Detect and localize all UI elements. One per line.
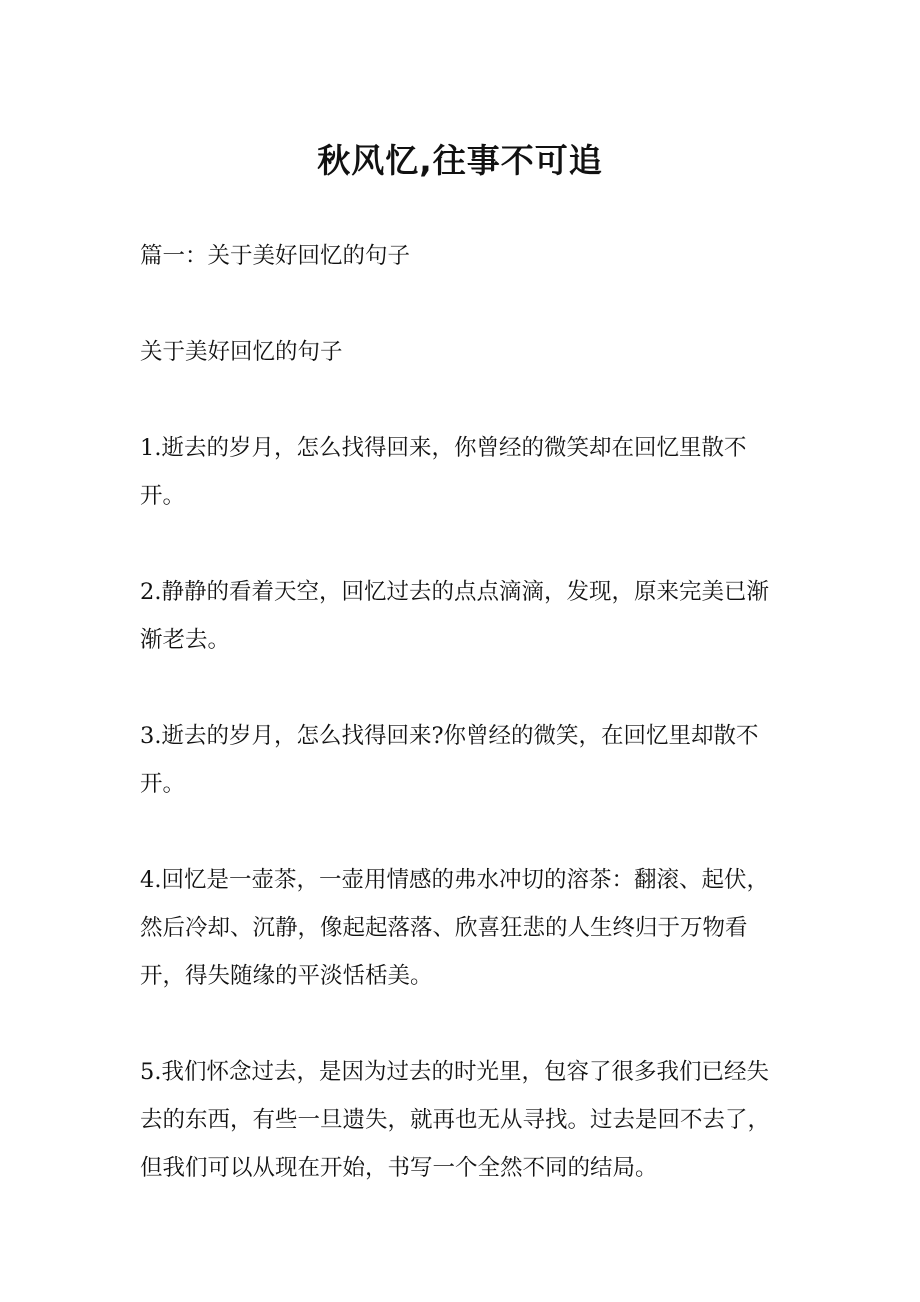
- document-body: [140, 232, 785, 1240]
- paragraph: 5.我们怀念过去，是因为过去的时光里，包容了很多我们已经失去的东西，有些一旦遗失，就再也无从寻找。过去是回不去了，但我们可以从现在开始，书写一个全然不同的结局。: [140, 1059, 771, 1181]
- paragraph: 2.静静的看着天空，回忆过去的点点滴滴，发现，原来完美已渐渐老去。: [140, 579, 769, 653]
- subheading: 关于美好回忆的句子: [140, 339, 343, 365]
- paragraph: 3.逝去的岁月，怎么找得回来?你曾经的微笑，在回忆里却散不开。: [140, 723, 759, 797]
- document-title: 秋风忆,往事不可追: [317, 141, 603, 181]
- paragraph: 4.回忆是一壶茶，一壶用情感的弗水冲切的溶茶：翻滚、起伏，然后冷却、沉静，像起起落落、欣喜狂悲的人生终归于万物看开，得失随缘的平淡恬栝美。: [140, 867, 769, 989]
- section-heading: 篇一：关于美好回忆的句子: [140, 243, 411, 269]
- paragraph: 1.逝去的岁月，怎么找得回来，你曾经的微笑却在回忆里散不开。: [140, 435, 747, 509]
